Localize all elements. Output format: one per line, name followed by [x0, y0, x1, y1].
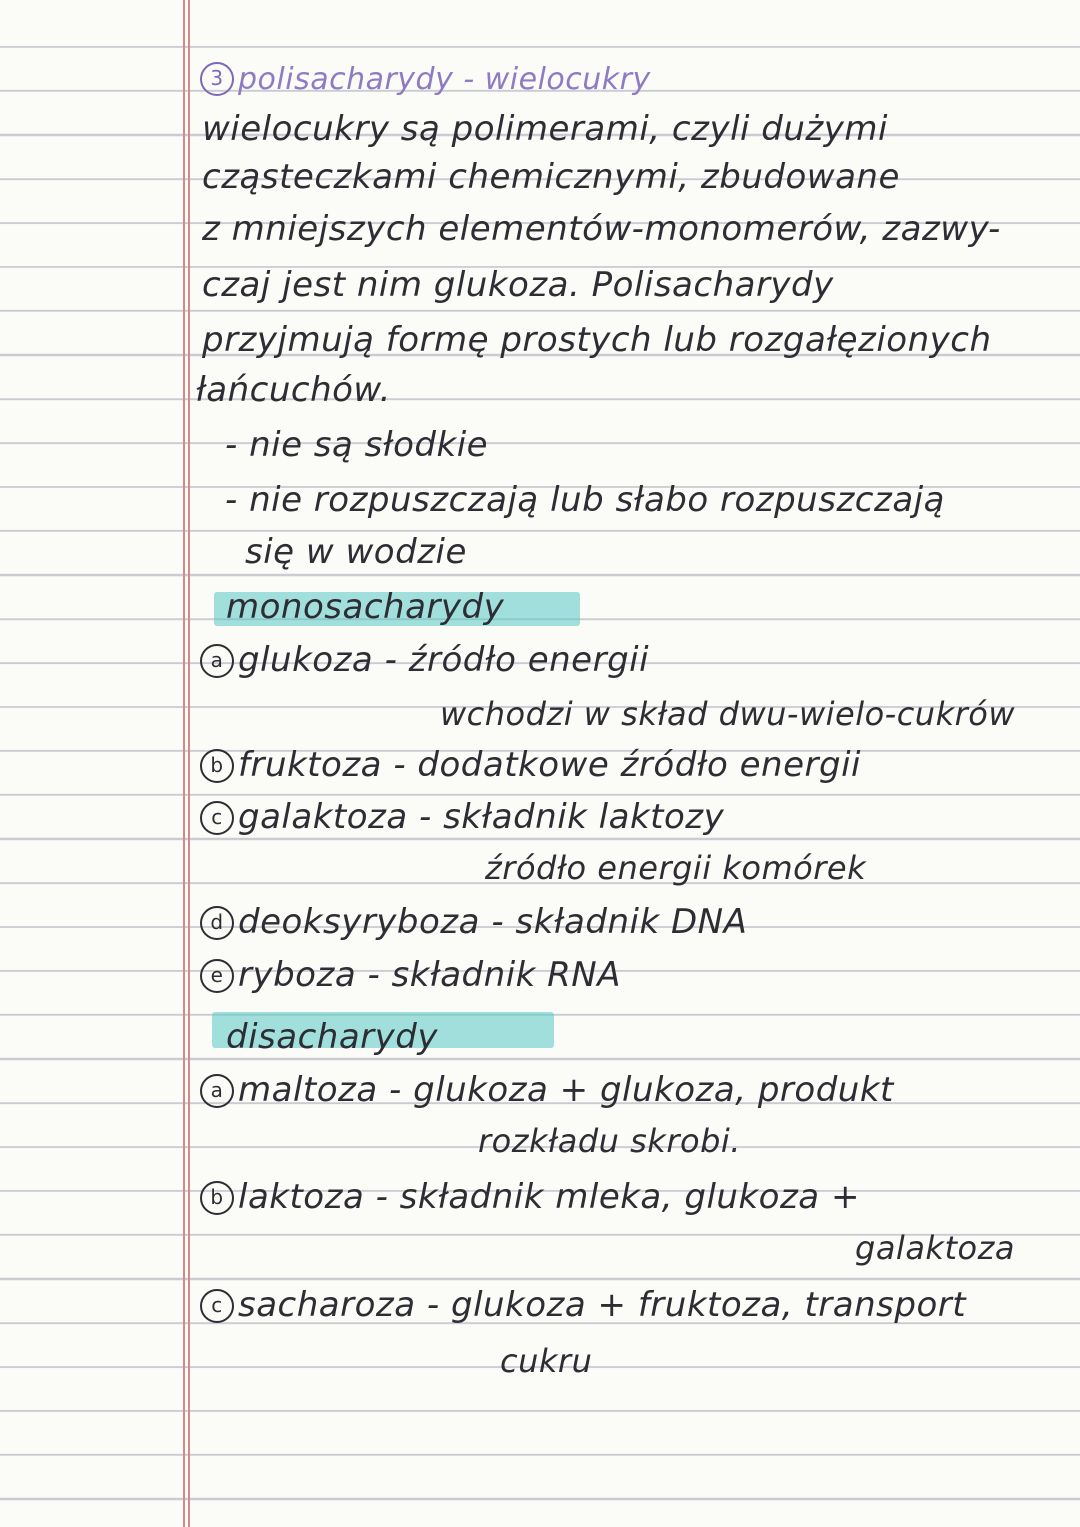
item-name: laktoza	[238, 1177, 365, 1217]
item-desc: - glukoza + fruktoza, transport	[426, 1285, 967, 1325]
section-number: 3	[200, 62, 234, 96]
item-desc: - źródło energii	[384, 640, 650, 680]
item-name: sacharoza	[238, 1285, 416, 1325]
item-marker: a	[200, 644, 234, 678]
margin-line	[183, 0, 185, 1527]
item-name: deoksyryboza	[238, 902, 480, 942]
monosaccharides-heading: monosacharydy	[226, 587, 505, 627]
disaccharides-heading: disacharydy	[226, 1017, 438, 1057]
property-line: - nie są słodkie	[225, 425, 489, 465]
item-extra: rozkładu skrobi.	[478, 1122, 741, 1160]
item-name: fruktoza	[238, 745, 383, 785]
item-desc: - składnik DNA	[491, 902, 748, 942]
paragraph-line: łańcuchów.	[196, 370, 391, 410]
item-marker: b	[200, 749, 234, 783]
item-desc: - glukoza + glukoza, produkt	[389, 1070, 894, 1110]
item-extra: galaktoza	[855, 1229, 1015, 1267]
monosaccharide-item	[200, 640, 650, 680]
monosaccharide-item	[200, 745, 861, 785]
item-marker: c	[200, 801, 234, 835]
margin-line	[188, 0, 190, 1527]
item-desc: - składnik mleka, glukoza +	[375, 1177, 860, 1217]
paragraph-line: z mniejszych elementów-monomerów, zazwy-	[202, 209, 1001, 249]
disaccharide-item	[200, 1285, 967, 1325]
item-name: maltoza	[238, 1070, 378, 1110]
disaccharide-item	[200, 1177, 860, 1217]
paragraph-line: czaj jest nim glukoza. Polisacharydy	[202, 265, 834, 305]
item-extra: wchodzi w skład dwu-wielo-cukrów	[440, 695, 1016, 733]
item-desc: - składnik laktozy	[419, 797, 725, 837]
property-line: się w wodzie	[245, 532, 467, 572]
item-extra: źródło energii komórek	[485, 849, 867, 887]
item-name: ryboza	[238, 955, 357, 995]
paragraph-line: cząsteczkami chemicznymi, zbudowane	[202, 157, 900, 197]
item-marker: c	[200, 1289, 234, 1323]
item-name: glukoza	[238, 640, 374, 680]
item-desc: - dodatkowe źródło energii	[393, 745, 861, 785]
item-marker: e	[200, 959, 234, 993]
section-title: polisacharydy - wielocukry	[238, 62, 651, 97]
disaccharide-item	[200, 1070, 894, 1110]
item-marker: a	[200, 1074, 234, 1108]
item-name: galaktoza	[238, 797, 408, 837]
item-desc: - składnik RNA	[367, 955, 621, 995]
monosaccharide-item	[200, 797, 725, 837]
item-marker: d	[200, 906, 234, 940]
paragraph-line: wielocukry są polimerami, czyli dużymi	[202, 109, 888, 149]
item-marker: b	[200, 1181, 234, 1215]
section-heading	[200, 62, 651, 96]
monosaccharide-item	[200, 955, 621, 995]
item-extra: cukru	[500, 1342, 593, 1380]
monosaccharide-item	[200, 902, 748, 942]
paragraph-line: przyjmują formę prostych lub rozgałęzionych	[202, 320, 992, 360]
property-line: - nie rozpuszczają lub słabo rozpuszczają	[225, 480, 945, 520]
